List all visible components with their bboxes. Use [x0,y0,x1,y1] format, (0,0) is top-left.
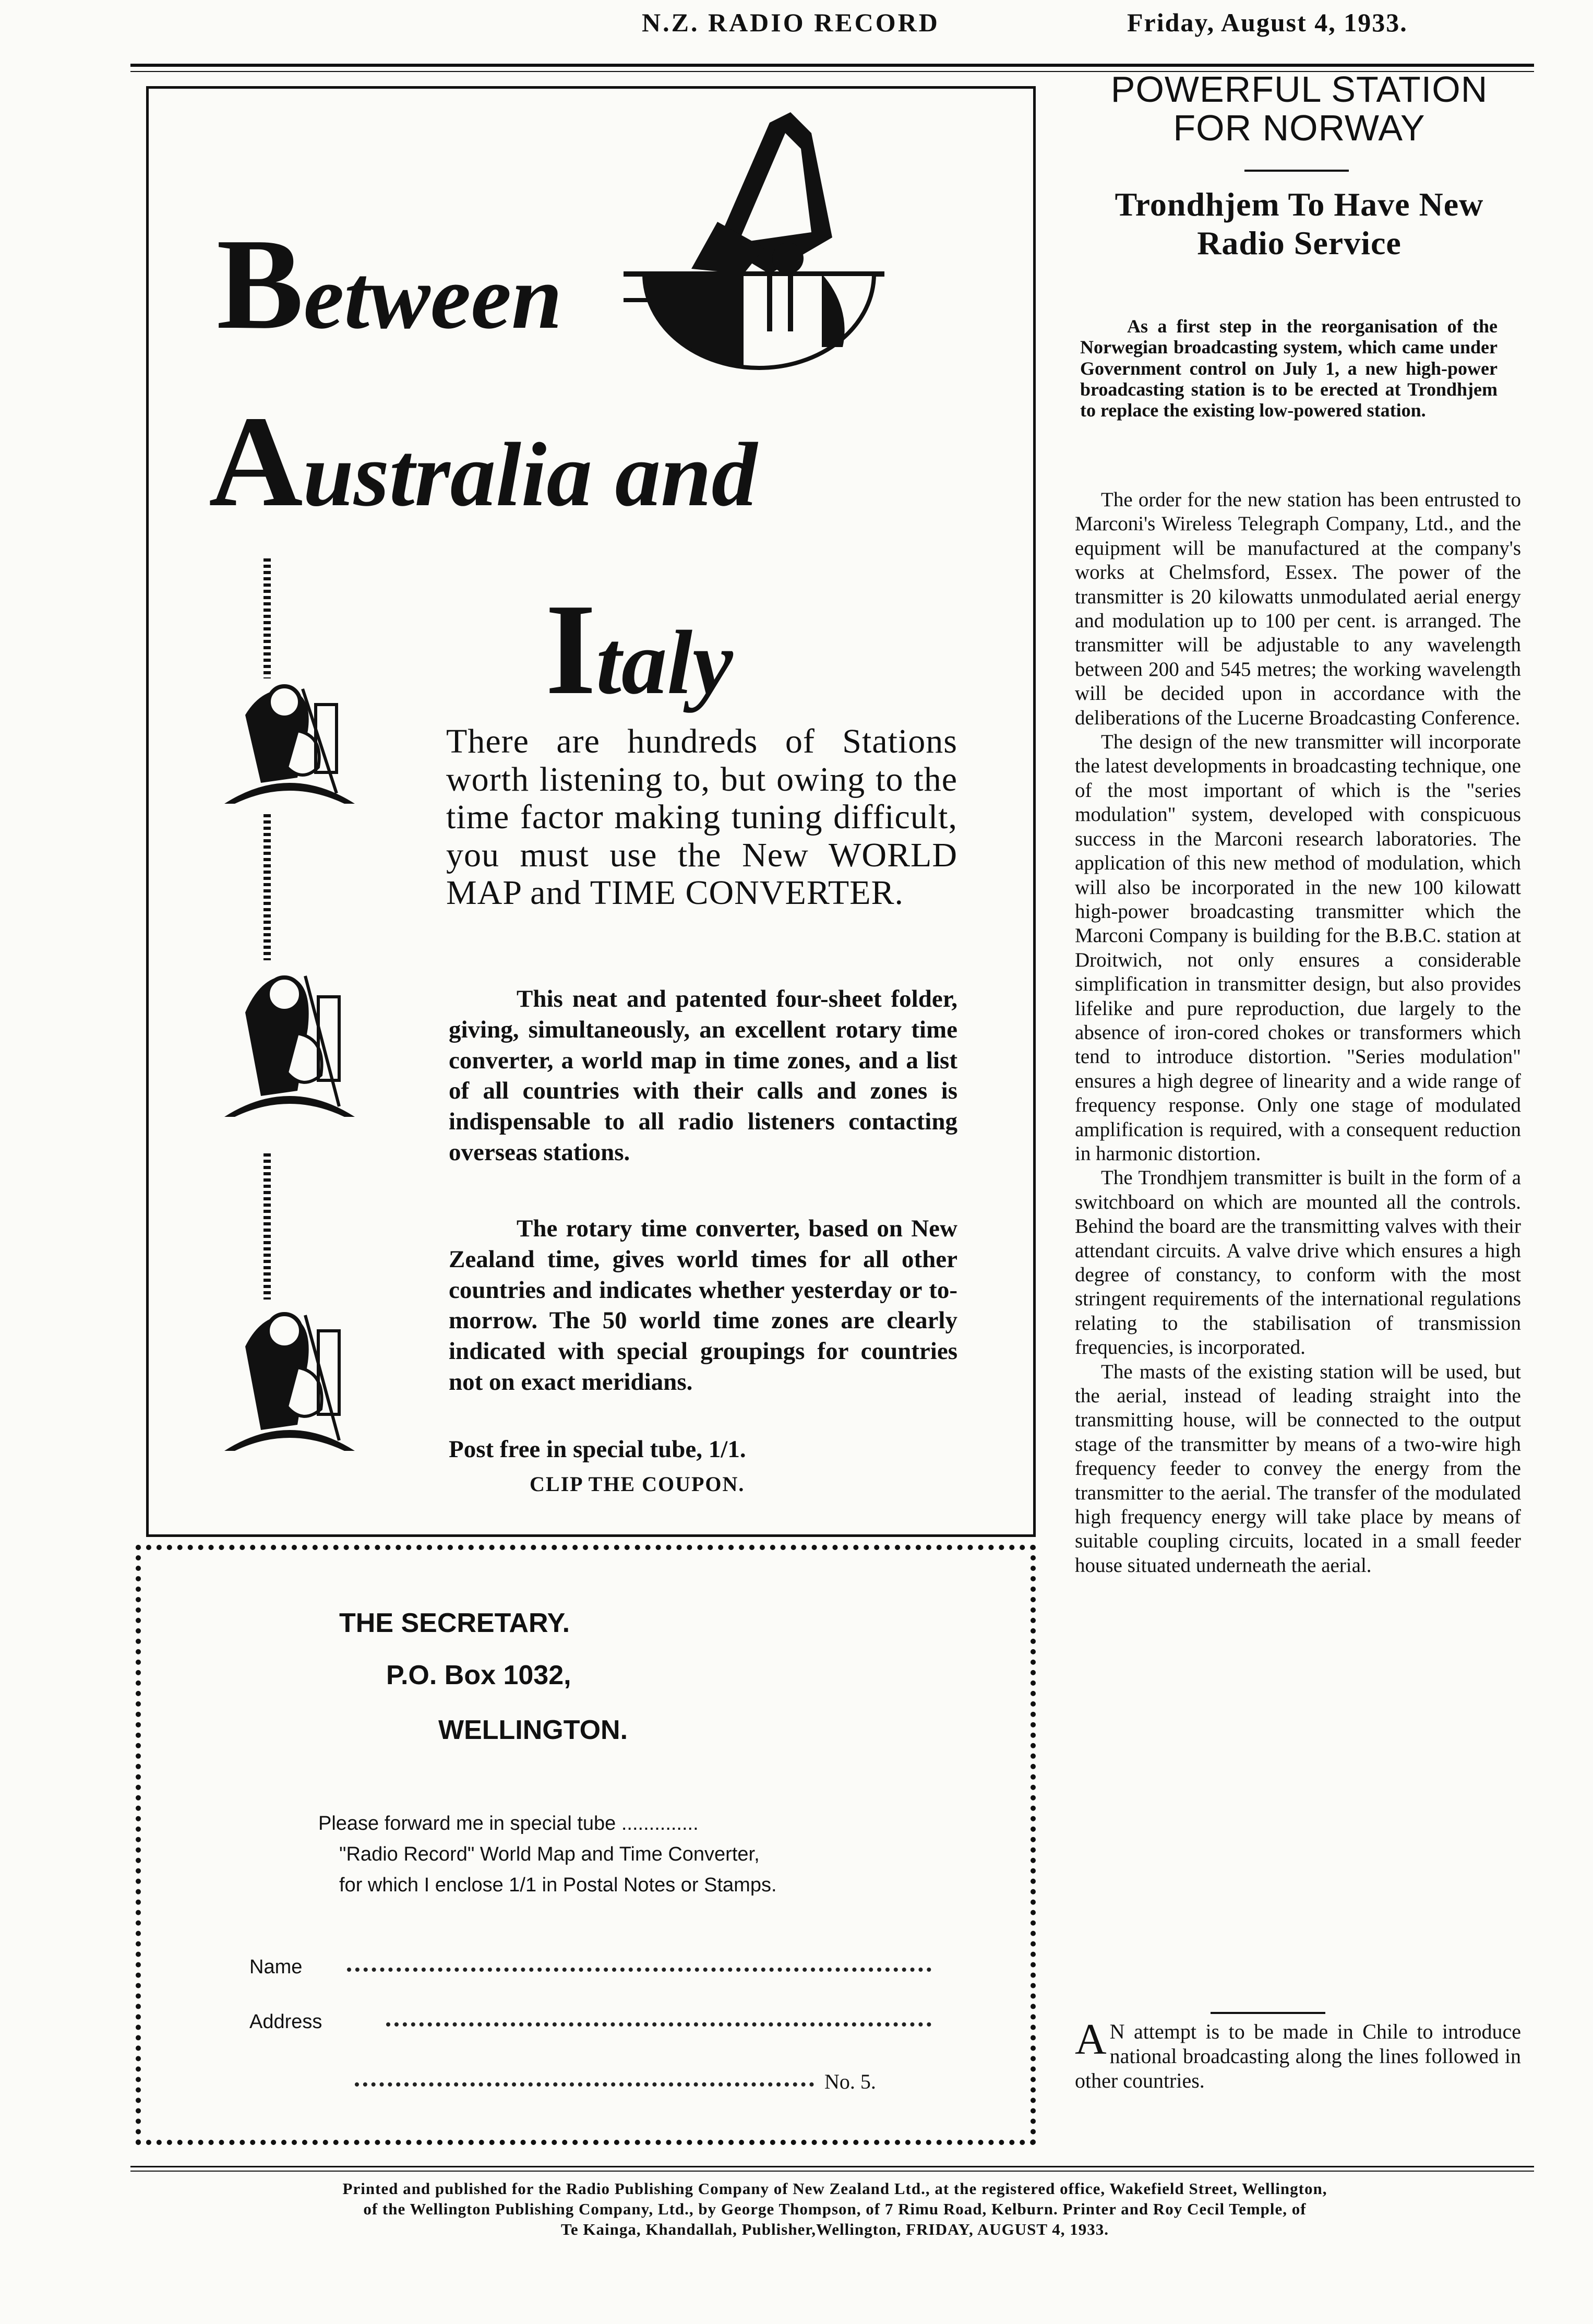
coupon-address-line-1: THE SECRETARY. [339,1608,570,1638]
article-headline [1070,70,1529,147]
article-paragraph-3: The Trondhjem transmitter is built in the form of a switchboard on which are mounted all the controls. Behind the board are the transmitting valves with their attendant circuits. A valve drive which ensures a high degree of constancy, to conform with the most stringent requirements of the international regulations relating to the stabilisation of transmission frequencies, is incorporated. [1075,1166,1521,1359]
imprint-line-1: Printed and published for the Radio Publishing Company of New Zealand Ltd., at the registered office, Wakefield Street, Wellington, [342,2179,1327,2198]
imprint-line-3: Te Kainga, Khandallah, Publisher,Wellington, FRIDAY, AUGUST 4, 1933. [561,2220,1109,2238]
masthead-title: N.Z. RADIO RECORD [642,8,940,37]
coupon-forward-text [318,1808,944,1901]
coupon-forward-line-3: for which I enclose 1/1 in Postal Notes or Stamps. [339,1874,777,1896]
article-paragraph-2: The design of the new transmitter will incorporate the latest developments in broadcasting technique, one of the most important of which is the "series modulation" system, developed with conspicuous success in the Marconi research laboratories. The application of this new method of modulation, which will also be incorporated in the new 100 kilowatt high-power broadcasting transmitter which the Marconi Company is building for the B.B.C. station at Droitwich, not only ensures a considerable simplification in transmitter design, but also provides lifelike and pure reproduction, due largely to the absence of iron-cored chokes or transformers which tend to introduce distortion. "Series modulation" ensures a high degree of linearity and a wide range of frequency response. Only one stage of modulated amplification is required, with a consequent reduction in harmonic distortion. [1075,731,1521,1165]
article-chile-dropcap: A [1075,2015,1107,2064]
decorative-ruler [263,1153,271,1300]
ad-title-between [217,212,562,356]
article-subheadline [1070,185,1529,262]
article-rule [1244,170,1349,172]
article-body [1075,488,1521,1578]
coupon-address-field[interactable] [386,2022,931,2027]
ad-paragraph-2: The rotary time converter, based on New Zealand time, gives world times for all other countries and indicates whether yesterday or to-morrow. The 50 world time zones are clearly indicated with special groupings for countries not on exact meridians. [449,1215,957,1396]
ad-title-between-rest: etween [303,246,562,348]
ad-title-italy-cap: I [545,577,596,722]
ad-intro-text: There are hundreds of Stations worth listening to, but owing to the time factor making tuning difficult, you must use the New WORLD MAP and TIME CONVERTER. [446,722,957,912]
article-paragraph-4: The masts of the existing station will be used, but the aerial, instead of leading straight into the transmitting house, will be connected to the output stage of the transmitter by means of a two-wire high frequency feeder to convey the energy from the transmitter to the aerial. The transfer of the modulated high frequency energy will take place by means of suitable coupling circuits, located in a small feeder house situated underneath the aerial. [1075,1360,1521,1577]
violinist-figure-2 [219,955,360,1122]
coupon-address-line-3: WELLINGTON. [438,1715,628,1745]
ad-title-italy-rest: taly [596,612,733,713]
article-headline-line-2: FOR NORWAY [1173,107,1426,148]
coupon-name-label: Name [249,1956,303,1978]
article-chile-text: N attempt is to be made in Chile to introduce national broadcasting along the lines followed in other countries. [1075,2020,1521,2092]
coupon-address-field-line-2[interactable] [355,2082,814,2087]
violinist-figure-3 [219,1294,360,1456]
ad-title-australia [209,389,758,534]
coupon-name-field[interactable] [347,1968,931,1972]
ad-post-free: Post free in special tube, 1/1. [449,1436,746,1463]
article-subheadline-line-2: Radio Service [1197,224,1402,261]
piano-illustration [613,102,905,373]
imprint-rule [130,2166,1534,2172]
article-subheadline-line-1: Trondhjem To Have New [1115,186,1484,223]
ad-title-italy [545,577,733,722]
ad-title-between-cap: B [217,212,304,356]
imprint-line-2: of the Wellington Publishing Company, Ltd., by George Thompson, of 7 Rimu Road, Kelburn. Printer and Roy Cecil Temple, of [363,2199,1307,2218]
ad-title-australia-cap: A [209,389,303,534]
violinist-figure-1 [219,673,360,809]
masthead [0,0,1593,68]
article-lead: As a first step in the reorganisation of the Norwegian broadcasting system, which came under Government control on July 1, a new high-power broadcasting station is to be erected at Trondhjem to replace the existing low-powered station. [1080,316,1498,421]
coupon-forward-line-2: "Radio Record" World Map and Time Converter, [339,1843,760,1865]
coupon-forward-line-1: Please forward me in special tube .............. [318,1813,699,1834]
decorative-ruler [263,558,271,678]
coupon-number: No. 5. [824,2070,876,2093]
decorative-ruler [263,814,271,960]
coupon-address-line-2: P.O. Box 1032, [386,1660,571,1690]
imprint [141,2179,1529,2239]
ad-clip-coupon: CLIP THE COUPON. [530,1472,745,1496]
ad-title-australia-rest: ustralia and [303,424,758,525]
masthead-date: Friday, August 4, 1933. [1127,8,1408,37]
article-rule-2 [1211,2012,1325,2014]
coupon-address-label: Address [249,2011,322,2033]
article-headline-line-1: POWERFUL STATION [1110,69,1488,110]
article-paragraph-1: The order for the new station has been entrusted to Marconi's Wireless Telegraph Company, Ltd., and the equipment will be manufactured at the company's works at Chelmsford, Essex. The power of the transmitter is 20 kilowatts unmodulated aerial energy and modulation up to 100 per cent. is arranged. The transmitter will be adjustable to any wavelength between 200 and 545 metres; the working wavelength will be decided upon in accordance with the deliberations of the Lucerne Broadcasting Conference. [1075,488,1521,729]
ad-paragraph-1: This neat and patented four-sheet folder, giving, simultaneously, an excellent rotary time converter, a world map in time zones, and a list of all countries with their calls and zones is indispensable to all radio listeners contacting overseas stations. [449,985,957,1166]
article-chile-note [1075,2015,1521,2093]
